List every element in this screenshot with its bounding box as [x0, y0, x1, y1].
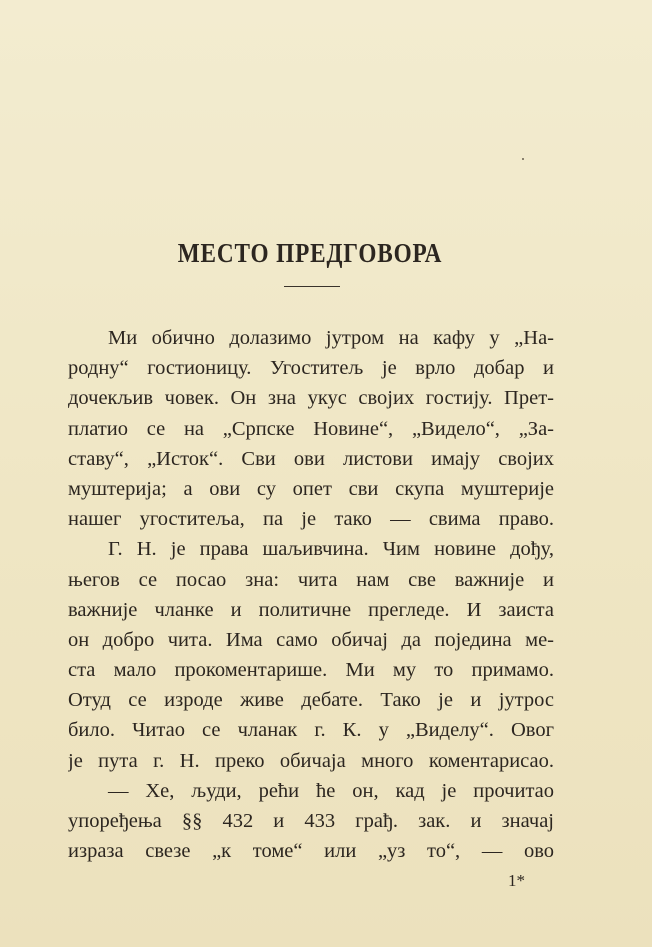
paper-speck: [522, 158, 524, 160]
text-line: он добро чита. Има само обичај да поједина ме-: [68, 628, 554, 651]
text-line: родну“ гостионицу. Угоститељ је врло добар и: [68, 357, 554, 380]
text-line: нашег угоститеља, па је тако — свима право.: [68, 508, 554, 531]
text-line: је пута г. Н. преко обичаја много коментарисао.: [68, 749, 554, 772]
text-line: Ми обично долазимо јутром на кафу у „На-: [108, 327, 554, 349]
text-line: било. Читао се чланак г. К. у „Виделу“. Овог: [68, 719, 554, 742]
text-line: платио се на „Српске Новине“, „Видело“, „За-: [68, 417, 554, 440]
text-line: израза свезе „к томе“ или „уз то“, — ово: [68, 840, 554, 863]
printer-signature: 1*: [508, 871, 525, 890]
chapter-heading: МЕСТО ПРЕДГОВОРА: [177, 238, 443, 268]
text-line: упоређења §§ 432 и 433 грађ. зак. и значај: [68, 810, 554, 832]
text-line: његов се посао зна: чита нам све важније и: [68, 568, 554, 591]
text-line: дочекљив човек. Он зна укус својих гостију. Прет-: [68, 387, 554, 410]
heading-rule: [284, 286, 340, 287]
body-text: [68, 323, 554, 866]
text-line: Отуд се изроде живе дебате. Тако је и јутрос: [68, 689, 554, 712]
text-line: ста мало прокоментарише. Ми му то примамо.: [68, 659, 554, 682]
text-line: ставу“, „Исток“. Сви ови листови имају својих: [68, 447, 554, 470]
text-line: Г. Н. је права шаљивчина. Чим новине дођу,: [108, 538, 554, 561]
text-line: муштерија; а ови су опет сви скупа муштерије: [68, 477, 554, 500]
text-line: важније чланке и политичне прегледе. И заиста: [68, 598, 554, 621]
text-line: — Хе, људи, рећи ће он, кад је прочитао: [108, 779, 554, 802]
